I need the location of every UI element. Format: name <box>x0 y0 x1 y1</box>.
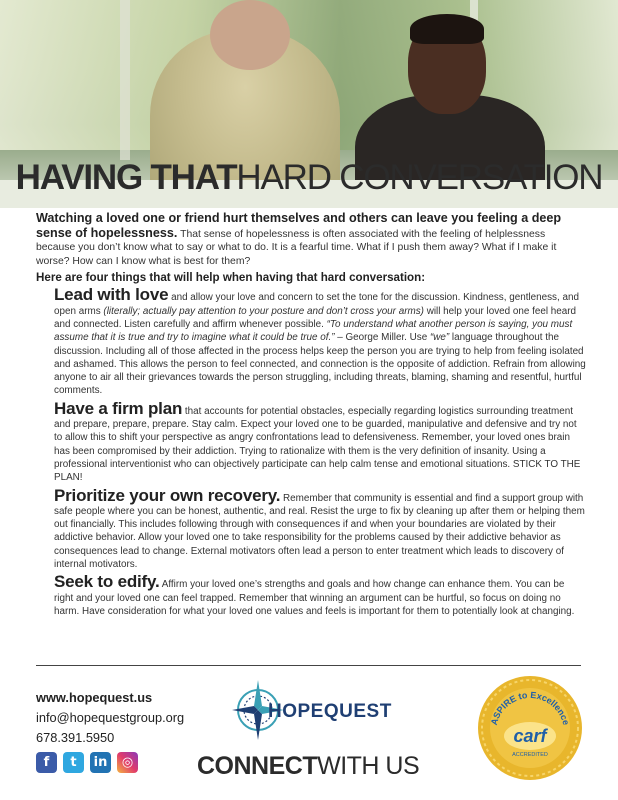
logo-part-quest: QUEST <box>323 701 392 722</box>
section-heading: Have a firm plan <box>54 398 183 418</box>
section-text: – George Miller. Use <box>334 332 430 344</box>
linkedin-icon[interactable]: in <box>90 752 111 773</box>
section-text: Remember that community is essential and find a support group with safe people where you can be honest, authentic, and real. Resist the urge to fix by cleaning up after them or helping them out financially. This includes following through with consequences if and when your boundaries are violated by their addictive behavior. Allow your loved one to take responsibility for the problems caused by their addictive behavior as consequences lead to change. External motivators often lead a person to enter treatment which leads to discovery of internal motivators. <box>54 492 585 571</box>
title-bold: HAVING THAT <box>15 158 237 197</box>
seal-sub: ACCREDITED <box>512 752 548 758</box>
section-text: language throughout the discussion. Including all of those affected in the process helps keep the person you are trying to help from feeling isolated and ashamed. This allows the person to feel connected, and connection is the opposite of addiction. Refrain from allowing anyone to air all their grievances towards the person struggling, including threats, blaming, shaming and resentful, hurtful comments. <box>54 332 586 397</box>
section-text-italic: (literally; actually pay attention to your posture and don’t cross your arms) <box>103 305 424 317</box>
connect-with-us <box>197 752 419 781</box>
footer-divider <box>36 665 581 666</box>
logo-part-hope: HOPE <box>268 701 324 722</box>
section-prioritize-recovery <box>54 485 586 572</box>
section-heading: Seek to edify. <box>54 572 160 592</box>
contact-block <box>36 688 184 748</box>
section-seek-to-edify <box>54 572 586 618</box>
phone-number[interactable]: 678.391.5950 <box>36 730 115 745</box>
hopequest-logo <box>268 701 392 723</box>
section-firm-plan <box>54 398 586 485</box>
email-link[interactable]: info@hopequestgroup.org <box>36 710 185 725</box>
title-light: HARD CONVERSATION <box>236 158 603 197</box>
twitter-icon[interactable]: t <box>63 752 84 773</box>
window-frame <box>120 0 130 160</box>
person-right-hair <box>410 14 484 44</box>
instagram-icon[interactable]: ◎ <box>117 752 138 773</box>
seal-mark: carf <box>513 726 547 746</box>
section-text: and allow your love and concern to set the tone for the discussion. Kindness, gentleness, and open arms <box>54 292 579 317</box>
section-text: will help your loved one feel heard and connected. Listen carefully and affirm whenever possible. <box>54 305 577 330</box>
person-left-head <box>210 0 290 70</box>
connect-light: WITH US <box>317 752 420 780</box>
section-text: Affirm your loved one’s strengths and goals and how change can enhance them. You can be right and your loved one can feel trapped. Remember that winning an argument can be hurtful, so focus on doing no harm. Have consideration for what your loved one values and feels is important for them to potentially look at changing. <box>54 579 575 617</box>
section-lead-with-love <box>54 285 586 397</box>
social-links <box>36 752 138 773</box>
website-link[interactable]: www.hopequest.us <box>36 690 153 705</box>
carf-seal <box>476 674 584 782</box>
facebook-icon[interactable]: f <box>36 752 57 773</box>
intro-paragraph <box>36 212 586 268</box>
section-heading: Lead with love <box>54 285 169 305</box>
article-content <box>36 212 586 618</box>
tips-subheading: Here are four things that will help when having that hard conversation: <box>36 271 426 285</box>
page-title <box>0 158 618 198</box>
intro-lead: Watching a loved one or friend hurt themselves and others can leave you feeling a deep sense of hopelessness. <box>36 211 562 240</box>
section-text-italic: “we” <box>429 332 450 344</box>
connect-bold: CONNECT <box>197 752 318 780</box>
section-text: that accounts for potential obstacles, especially regarding logistics surrounding treatment and prepare, prepare, prepare. Stay calm. Expect your loved one to be guarded, manipulative and defensive and try not to allow this to shift your perspective as angry confrontations lead to defensiveness. Remember, your loved ones brain has been compromised by their addiction. Trying to rationalize with them is the very definition of insanity. Using a professional interventionist who can objectively participate can help calm tense and emotional situations. STICK TO THE PLAN! <box>54 405 581 484</box>
intro-body: That sense of hopelessness is often associated with the feeling of helplessness because you don’t know what to say or what to do. It is a fearful time. What if I push them away? What if I make it worse? How can I know what is best for them? <box>36 228 557 267</box>
seal-ring-text: ASPIRE to Excellence <box>488 689 572 727</box>
section-heading: Prioritize your own recovery. <box>54 485 281 505</box>
section-quote: “To understand what another person is saying, you must assume that it is true and try to imagine what it could be true of.” <box>54 318 573 344</box>
